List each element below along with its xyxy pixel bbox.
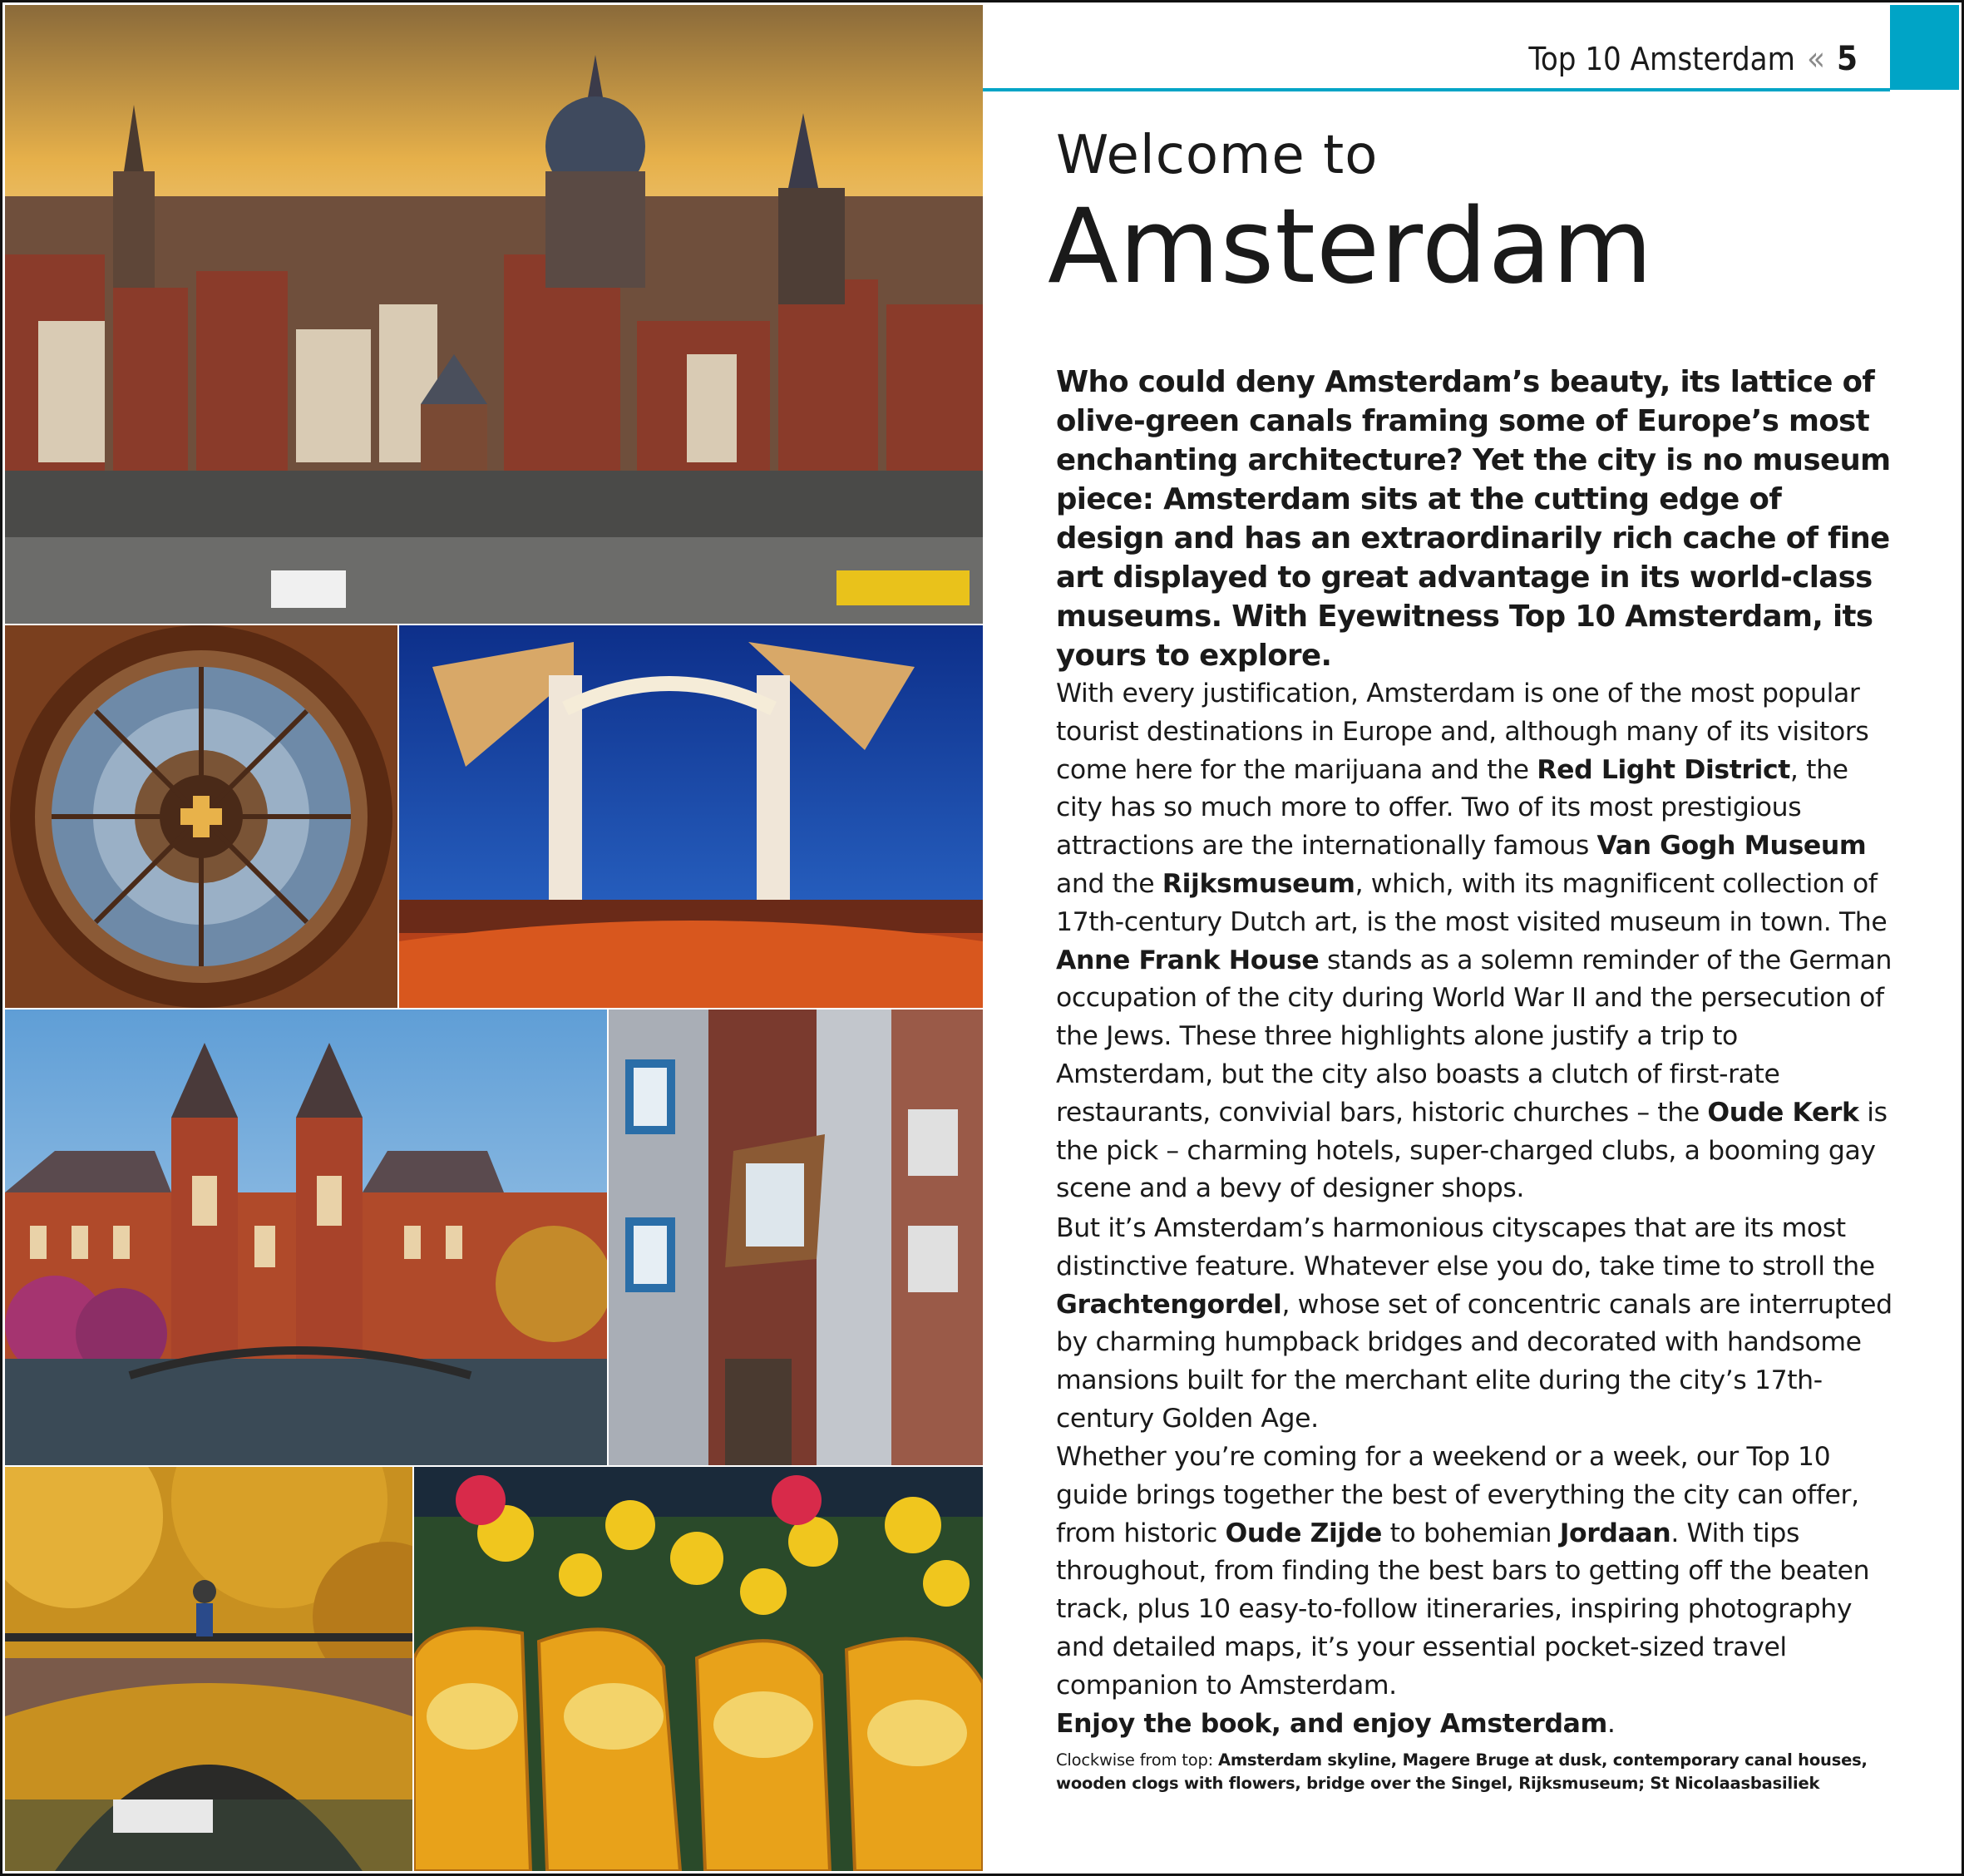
- body-paragraph-3: Whether you’re coming for a weekend or a week, our Top 10 guide brings together the best of everything the city can offer, from historic Oude Zijde to bohemian Jordaan. With tips throughout, from finding the best bars to getting off the beaten track, plus 10 easy-to-follow itineraries, inspiring photography and detailed maps, it’s your essential pocket-sized travel companion to Amsterdam. Enjoy the book, and enjoy Amsterdam.: [1056, 1442, 1870, 1739]
- chevron-left-icon: «: [1806, 40, 1825, 78]
- title-amsterdam: Amsterdam: [1048, 187, 1654, 307]
- singel-bridge-photo: [5, 1467, 412, 1871]
- highlight-rijksmuseum: Rijksmuseum: [1162, 868, 1355, 899]
- title-welcome: Welcome to: [1056, 125, 1379, 186]
- highlight-anne-frank-house: Anne Frank House: [1056, 945, 1320, 975]
- body-paragraph-2: But it’s Amsterdam’s harmonious cityscapes that are its most distinctive feature. Whatever else you do, take time to stroll the Grachtengordel, whose set of concentric canals are interrupted by charming humpback bridges and decorated with handsome mansions built for the merchant elite during the city’s 17th-century Golden Age.: [1056, 1213, 1892, 1434]
- page-number: 5: [1836, 40, 1858, 78]
- photo-caption: Clockwise from top: Amsterdam skyline, Magere Bruge at dusk, contemporary canal houses, wooden clogs with flowers, bridge over the Singel, Rijksmuseum; St Nicolaasbasiliek: [1056, 1750, 1868, 1793]
- church-dome-photo: [5, 625, 397, 1008]
- page-corner-tab: [1890, 5, 1959, 90]
- wooden-clogs-photo: [414, 1467, 983, 1871]
- header-rule: [983, 88, 1890, 91]
- rijksmuseum-photo: [5, 1010, 607, 1465]
- highlight-van-gogh-museum: Van Gogh Museum: [1596, 831, 1867, 861]
- running-head: [1528, 40, 1858, 78]
- highlight-oude-zijde: Oude Zijde: [1225, 1518, 1382, 1548]
- magere-brug-photo: [399, 625, 983, 1008]
- canal-houses-photo: [609, 1010, 983, 1465]
- highlight-grachtengordel: Grachtengordel: [1056, 1289, 1282, 1320]
- closing-line: Enjoy the book, and enjoy Amsterdam: [1056, 1708, 1607, 1739]
- highlight-jordaan: Jordaan: [1559, 1518, 1671, 1548]
- highlight-red-light-district: Red Light District: [1537, 754, 1790, 785]
- body-paragraph-1: With every justification, Amsterdam is one of the most popular tourist destinations in Europe and, although many of its visitors come here for the marijuana and the Red Light District, the city has so much more to offer. Two of its most prestigious attractions are the internationally famous Van Gogh Museum and the Rijksmuseum, which, with its magnificent collection of 17th-century Dutch art, is the most visited museum in town. The Anne Frank House stands as a solemn reminder of the German occupation of the city during World War II and the persecution of the Jews. These three highlights alone justify a trip to Amsterdam, but the city also boasts a clutch of first-rate restaurants, convivial bars, historic churches – the Oude Kerk is the pick – charming hotels, super-charged clubs, a booming gay scene and a bevy of designer shops.: [1056, 679, 1892, 1204]
- running-title: Top 10 Amsterdam: [1528, 41, 1795, 77]
- highlight-oude-kerk: Oude Kerk: [1707, 1097, 1859, 1128]
- lead-paragraph: Who could deny Amsterdam’s beauty, its lattice of olive-green canals framing some of Europe’s most enchanting architecture? Yet the city is no museum piece: Amsterdam sits at the cutting edge of design and has an extraordinarily rich cache of fine art displayed to great advantage in its world-class museums. With Eyewitness Top 10 Amsterdam, its yours to explore.: [1056, 365, 1891, 673]
- amsterdam-skyline-photo: [5, 5, 983, 624]
